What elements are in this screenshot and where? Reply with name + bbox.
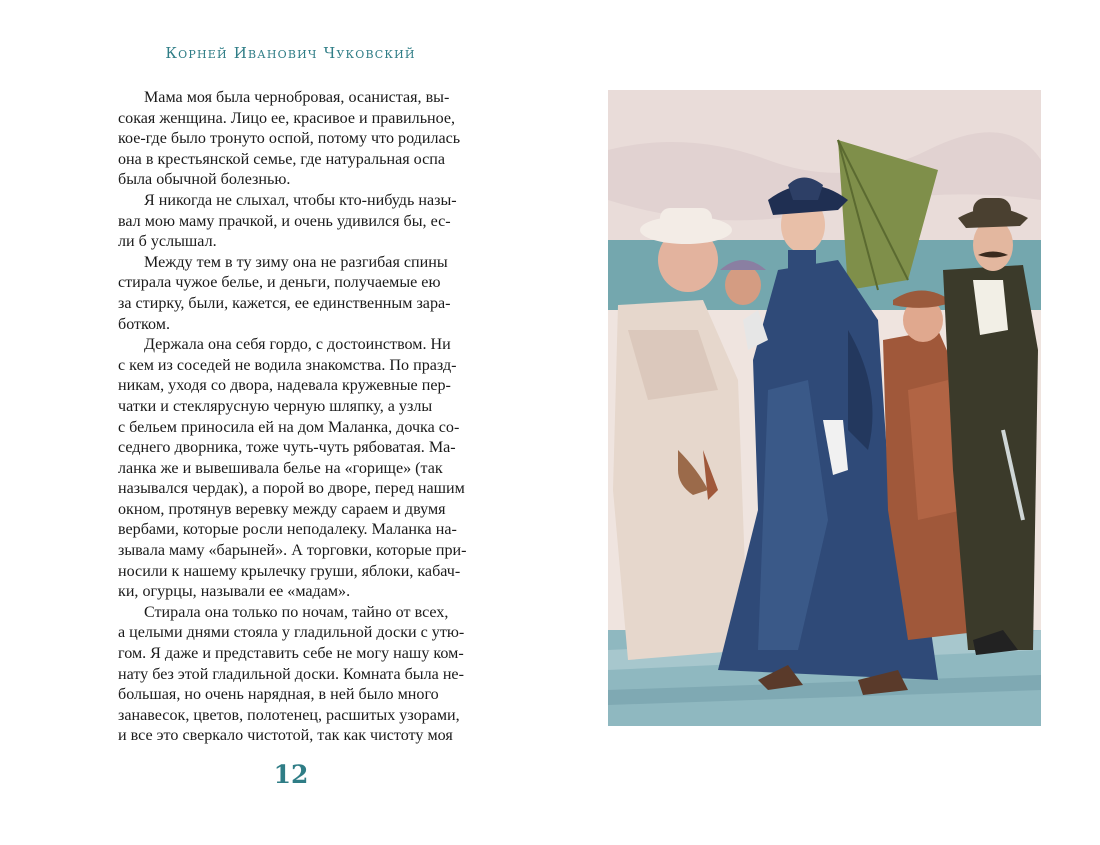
page-number: 12 — [273, 760, 309, 789]
paragraph — [118, 335, 492, 603]
text-line: назывался чердак), а порой во дворе, перед нашим — [118, 480, 465, 498]
text-line: вербами, которые росли неподалеку. Маланка на- — [118, 521, 457, 539]
text-line: ботком. — [118, 315, 171, 333]
paragraph — [118, 253, 492, 335]
text-line: вал мою маму прачкой, и очень удивился бы, ес- — [118, 212, 451, 230]
text-line: сокая женщина. Лицо ее, красивое и правильное, — [118, 109, 456, 127]
text-line: зывала маму «барыней». А торговки, которые при- — [118, 542, 467, 560]
text-column — [118, 88, 492, 747]
text-line: Стирала она только по ночам, тайно от всех, — [144, 603, 449, 621]
text-line: никам, уходя со двора, надевала кружевные пер- — [118, 377, 451, 395]
paragraph — [118, 603, 492, 747]
text-line: нату без этой гладильной доски. Комната была не- — [118, 665, 464, 683]
text-line: ки, огурцы, называли ее «мадам». — [118, 583, 351, 601]
text-line: большая, но очень нарядная, в ней было много — [118, 686, 439, 704]
illustration — [608, 90, 1041, 726]
text-line: Держала она себя гордо, с достоинством. Ни — [144, 336, 451, 354]
text-line: она в крестьянской семье, где натуральная оспа — [118, 150, 446, 168]
text-line: занавесок, цветов, полотенец, расшитых узорами, — [118, 706, 460, 724]
text-line: с кем из соседей не водила знакомства. По празд- — [118, 356, 457, 374]
text-line: за стирку, были, кажется, ее единственным зара- — [118, 294, 451, 312]
text-line: чатки и стеклярусную черную шляпку, а узлы — [118, 397, 433, 415]
running-header: Корней Иванович Чуковский — [165, 44, 416, 62]
text-line: Мама моя была чернобровая, осанистая, вы- — [144, 89, 450, 106]
text-line: а целыми днями стояла у гладильной доски с утю- — [118, 624, 465, 642]
text-line: ланка же и вывешивала белье на «горище» (так — [118, 459, 443, 477]
text-line: ли б услышал. — [118, 233, 217, 251]
watercolor-illustration — [608, 90, 1041, 726]
text-line: была обычной болезнью. — [118, 171, 291, 189]
text-line: гом. Я даже и представить себе не могу нашу ком- — [118, 645, 464, 663]
text-line: стирала чужое белье, и деньги, получаемые ею — [118, 274, 441, 292]
text-line: кое-где было тронуто оспой, потому что родилась — [118, 130, 461, 148]
text-line: с бельем приносила ей на дом Маланка, дочка со- — [118, 418, 460, 436]
text-line: седнего дворника, тоже чуть-чуть рябоватая. Ма- — [118, 439, 456, 457]
paragraph — [118, 88, 492, 191]
text-line: окном, протянув веревку между сараем и двумя — [118, 500, 446, 518]
text-line: и все это сверкало чистотой, так как чистоту моя — [118, 727, 453, 745]
text-line: носили к нашему крылечку груши, яблоки, кабач- — [118, 562, 461, 580]
text-line: Между тем в ту зиму она не разгибая спины — [144, 253, 448, 271]
text-line: Я никогда не слыхал, чтобы кто-нибудь назы- — [144, 191, 457, 209]
paragraph — [118, 191, 492, 253]
